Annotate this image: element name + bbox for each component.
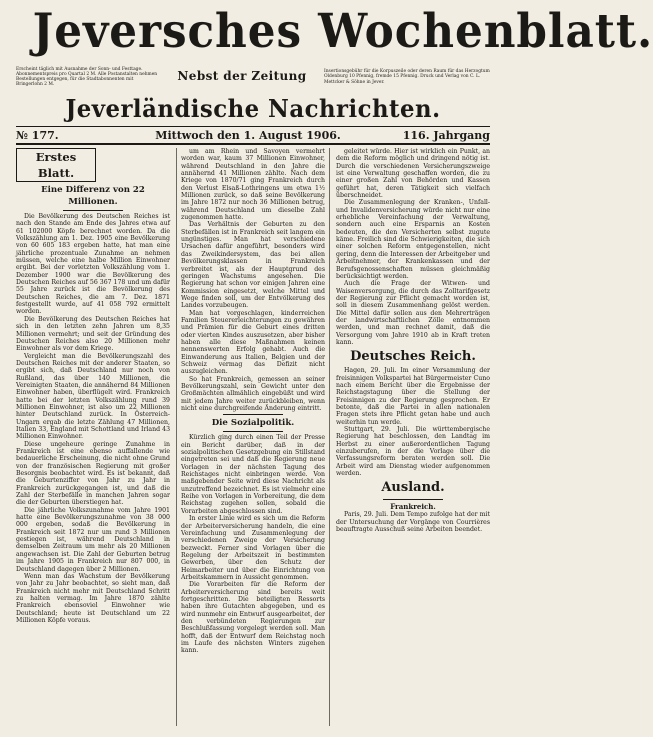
article-paragraph: Paris, 29. Juli. Dem Tempo zufolge hat der mit der Untersuchung der Vorgänge von Courrières beauftragte Ausschuß seine Arbeiten beendet. — [336, 511, 490, 534]
issue-date: Mittwoch den 1. August 1906. — [155, 128, 341, 142]
article-paragraph: um am Rhein und Savoyen vermehrt worden war, kaum 37 Millionen Einwohner, während Deutschland in den Jahre die annähernd 41 Millionen zählte. Nach dem Kriege von 1870/71 ging Frankreich durch den Verlust Elsaß-Lothringens um etwa 1½ Millionen zurück, so daß seine Bevölkerung im Jahre 1872 nur noch 36 Millionen betrug, während Deutschland um dieselbe Zahl zugenommen hatte. — [181, 148, 325, 222]
section-rule — [223, 431, 283, 432]
article-paragraph: geleitet würde. Hier ist wirklich ein Punkt, an dem die Reform möglich und dringend nötig ist. Durch die verschiedenen Versicherungszweige ist eine Verwaltung geschaffen worden, die zu einer großen Zahl von Behörden und Kassen geführt hat, deren Tätigkeit sich vielfach überschneidet. — [336, 148, 490, 200]
article-paragraph: Man hat vorgeschlagen, kinderreichen Familien Steuererleichterungen zu gewähren und Prämien für die Geburt eines dritten oder vierten Kindes auszusetzen, aber bisher haben alle diese Maßnahmen keinen nennenswerten Erfolg gehabt. Auch die Einwanderung aus Italien, Belgien und der Schweiz vermag das Defizit nicht auszugleichen. — [181, 309, 325, 376]
section-head-sozialpolitik: Die Sozialpolitik. — [211, 418, 295, 429]
country-head-frankreich: Frankreich. — [390, 502, 436, 512]
article-columns — [16, 148, 490, 726]
issue-bar — [16, 126, 490, 145]
article-paragraph: Die Zusammenlegung der Kranken-, Unfall- und Invalidenversicherung würde nicht nur eine erhebliche Vereinfachung der Verwaltung, sondern auch eine Ersparnis an Kosten bedeuten, die den Versicherten selbst zugute käme. Freilich sind die Schwierigkeiten, die sich einer solchen Reform entgegenstellen, nicht gering, denn die Interessen der Arbeitgeber und Arbeitnehmer, der Krankenkassen und der Berufsgenossenschaften müssen gleichmäßig berücksichtigt werden. — [336, 199, 490, 280]
advertising-info: Insertionsgebühr für die Korpuszeile oder deren Raum für das Herzogtum Oldenburg 10 Pfennig, fremde 15 Pfennig. Druck und Verlag von C. L. Mettcker & Söhne in Jever. — [324, 69, 490, 85]
article-paragraph: Wenn man das Wachstum der Bevölkerung von Jahr zu Jahr beobachtet, so sieht man, daß Frankreich nicht mehr mit Deutschland Schritt zu halten vermag. Im Jahre 1870 zählte Frankreich ebensoviel Einwohner wie Deutschland; heute ist Deutschland um 22 Millionen Köpfe voraus. — [16, 572, 170, 624]
subscription-info: Erscheint täglich mit Ausnahme der Sonn- und Festtage. Abonnementspreis pro Quartal 2 M. Alle Postanstalten nehmen Bestellungen entgegen, für die Stadtabonnenten mit Bringerlohn 2 M. — [16, 66, 158, 88]
section-rule — [383, 499, 443, 500]
issue-year: 116. Jahrgang — [402, 128, 490, 142]
article-paragraph: Die Vorarbeiten für die Reform der Arbeiterversicherung sind bereits weit fortgeschritten. Die beteiligten Ressorts haben ihre Gutachten abgegeben, und es wird nunmehr ein Entwurf ausgearbeitet, der den verbündeten Regierungen zur Beschlußfassung vorgelegt werden soll. Man hofft, daß der Entwurf dem Reichstag noch im Laufe des nächsten Winters zugehen kann. — [181, 581, 325, 655]
column-1 — [16, 148, 170, 726]
issue-number: № 177. — [16, 128, 59, 142]
article-paragraph: Das Verhältnis der Geburten zu den Sterbefällen ist in Frankreich seit langem ein ungünstiges. Man hat verschiedene Ursachen dafür angeführt, besonders wird das Zweikindersystem, das bei allen Bevölkerungsklassen in Frankreich verbreitet ist, als der Hauptgrund des geringen Wachstums angesehen. Die Regierung hat schon vor einigen Jahren eine Kommission eingesetzt, welche Mittel und Wege finden soll, um der Entvölkerung des Landes vorzubeugen. — [181, 221, 325, 310]
masthead-title: Jeversches Wochenblatt. — [32, 4, 653, 59]
masthead-subtitle: Jeverländische Nachrichten. — [65, 94, 441, 123]
article-paragraph: Diese ungeheure geringe Zunahme in Frankreich ist eine ebenso auffallende wie bedauerliche Erscheinung, die nicht ohne Grund von der französischen Regierung mit großer Besorgnis beobachtet wird. Es ist bekannt, daß die Geburtenziffer von Jahr zu Jahr in Frankreich zurückgegangen ist, und daß die Zahl der Sterbefälle in manchen Jahren sogar die der Geburten überstiegen hat. — [16, 440, 170, 507]
section-title-first-sheet: Erstes Blatt. — [16, 148, 96, 182]
masthead-tagline: Nebst der Zeitung — [177, 69, 307, 84]
article-headline: Eine Differenz von 22 Millionen. — [41, 185, 145, 207]
article-paragraph: In erster Linie wird es sich um die Reform der Arbeiterversicherung handeln, die eine Vereinfachung und Zusammenlegung der verschiedenen Zweige der Versicherung bezweckt. Ferner sind Vorlagen über die Regelung der Arbeitszeit in bestimmten Gewerben, über den Schutz der Heimarbeiter und über die Einrichtung von Arbeitskammern in Aussicht genommen. — [181, 515, 325, 581]
headline-rule — [63, 210, 123, 211]
column-3 — [336, 148, 490, 726]
section-rule — [223, 414, 283, 415]
masthead-subrow — [16, 60, 490, 94]
article-paragraph: Die jährliche Volkszunahme vom Jahre 1901 hatte eine Bevölkerungszunahme von 38 000 000 ergeben, sodaß die Bevölkerung in Frankreich seit 1872 nur um rund 3 Millionen gestiegen ist, während Deutschland in demselben Zeitraum um mehr als 20 Millionen angewachsen ist. Die Zahl der Geburten betrug im Jahre 1905 in Frankreich nur 807 000, in Deutschland dagegen über 2 Millionen. — [16, 506, 170, 573]
article-paragraph: So hat Frankreich, gemessen an seiner Bevölkerungszahl, sein Gewicht unter den Großmächten allmählich eingebüßt und wird mit jedem Jahre weiter zurückbleiben, wenn nicht eine durchgreifende Änderung eintritt. — [181, 375, 325, 413]
article-paragraph: Die Bevölkerung des Deutschen Reiches hat sich in den letzten zehn Jahren um 8,35 Millionen vermehrt; und seit der Gründung des Deutschen Reiches also 20 Millionen mehr Einwohner als vor dem Kriege. — [16, 315, 170, 353]
section-head-deutsches-reich: Deutsches Reich. — [350, 349, 476, 365]
column-2 — [176, 148, 330, 726]
section-head-ausland: Ausland. — [381, 480, 445, 496]
article-paragraph: Kürzlich ging durch einen Teil der Presse ein Bericht darüber, daß in der sozialpolitischen Gesetzgebung ein Stillstand eingetreten sei und daß die Regierung neue Vorlagen in der nächsten Tagung des Reichstages nicht einbringen werde. Von maßgebender Seite wird diese Nachricht als unzutreffend bezeichnet. Es ist vielmehr eine Reihe von Vorlagen in Vorbereitung, die dem Reichstag zugehen sollen, sobald die Vorarbeiten abgeschlossen sind. — [181, 434, 325, 515]
article-paragraph: Hagen, 29. Juli. Im einer Versammlung der freisinnigen Volkspartei hat Bürgermeister Cuno nach einem Bericht über die Ergebnisse der Reichstagstagung über die Stellung der Freisinnigen zu der Regierung gesprochen. Er betonte, daß die Partei in allen nationalen Fragen stets ihre Pflicht getan habe und auch weiterhin tun werde. — [336, 367, 490, 426]
article-paragraph: Stuttgart, 29. Juli. Die württembergische Regierung hat beschlossen, den Landtag im Herbst zu einer außerordentlichen Tagung einzuberufen, in der die Vorlage über die Verfassungsreform beraten werden soll. Die Arbeit wird am Dienstag wieder aufgenommen werden. — [336, 426, 490, 478]
article-paragraph: Die Bevölkerung des Deutschen Reiches ist nach den Stande am Ende des Jahres etwa auf 61 102000 Köpfe berechnet worden. Da die Volkszählung am 1. Dez. 1905 eine Bevölkerung von 60 605 183 ergeben hatte, hat man eine jährliche prozentuale Zunahme an nehmen müssen, welche eine halbe Million Einwohner ergibt. Bei der vorletzten Volkszählung vom 1. Dezember 1900 war die Bevölkerung des Deutschen Reiches auf 56 367 178 und um dafür 55 Jahre zurück ist die Bevölkerung des Deutschen Reiches, die am 7. Dez. 1871 festgestellt wurde, auf 41 058 792 ermittelt worden. — [16, 213, 170, 316]
article-paragraph: Vergleicht man die Bevölkerungszahl des Deutschen Reiches mit der anderer Staaten, so ergibt sich, daß Deutschland nur noch von Rußland, das über 140 Millionen, die Vereinigten Staaten, die annähernd 84 Millionen Einwohner haben, überflügelt wird. Frankreich hatte bei der letzten Volkszählung rund 39 Millionen Einwohner, ist also um 22 Millionen hinter Deutschland zurück. In Österreich-Ungarn ergab die letzte Zählung 47 Millionen, Italien 33, England mit Schottland und Irland 43 Millionen Einwohner. — [16, 352, 170, 441]
article-paragraph: Auch die Frage der Witwen- und Waisenversorgung, die durch das Zolltarifgesetz der Regierung zur Pflicht gemacht worden ist, soll in diesem Zusammenhang gelöst werden. Die Mittel dafür sollen aus den Mehrerträgen der landwirtschaftlichen Zölle entnommen werden, und man rechnet damit, daß die Versorgung vom Jahre 1910 ab in Kraft treten kann. — [336, 280, 490, 346]
